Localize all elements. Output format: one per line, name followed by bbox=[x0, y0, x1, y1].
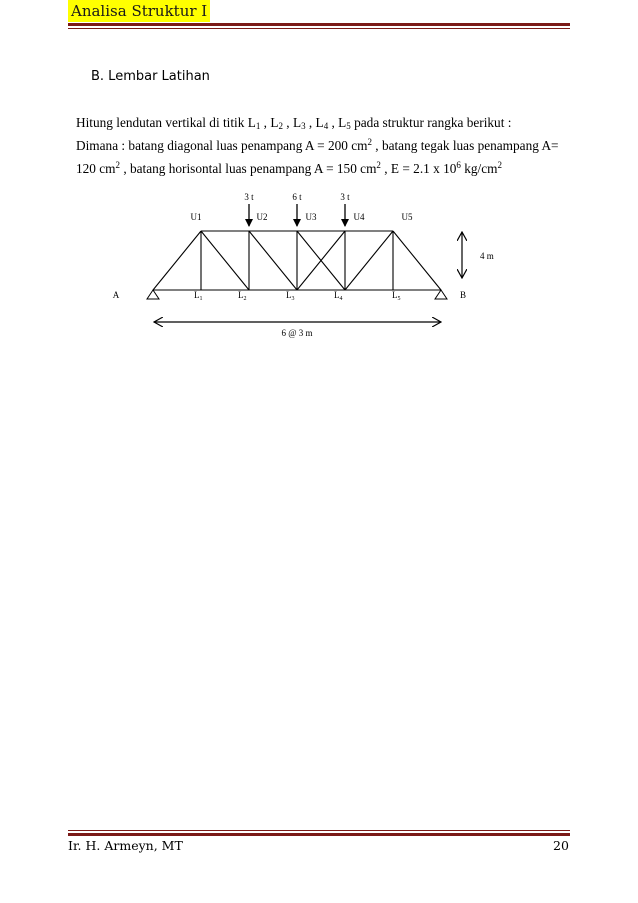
node-label-l2: $L_2$ bbox=[238, 290, 247, 302]
footer-rule-thin bbox=[68, 830, 570, 831]
section-heading: B. Lembar Latihan bbox=[91, 69, 210, 84]
node-label-l3: $L_3$ bbox=[286, 290, 295, 302]
footer-author: Ir. H. Armeyn, MT bbox=[68, 838, 183, 853]
page-number: 20 bbox=[553, 838, 569, 853]
end-diagonal-left bbox=[153, 231, 201, 290]
footer-rule bbox=[68, 833, 570, 836]
node-label-u5: U5 bbox=[401, 212, 413, 222]
problem-line-2: Dimana : batang diagonal luas penampang A = 200 $cm^2$ , batang tegak luas penampang A= bbox=[76, 137, 559, 153]
span-dimension-label: 6 @ 3 m bbox=[281, 328, 313, 338]
truss-members bbox=[153, 231, 441, 290]
diagonal-member bbox=[345, 231, 393, 290]
node-label-u1: U1 bbox=[190, 212, 202, 222]
problem-line-3: 120 $cm^2$ , batang horisontal luas penampang A = 150 $cm^2$ , E = 2.1 x $10^6$ $kg/cm^2$ bbox=[76, 160, 502, 176]
diagonal-member bbox=[249, 231, 297, 290]
node-label-l1: $L_1$ bbox=[194, 290, 203, 302]
height-dimension-label: 4 m bbox=[480, 251, 494, 261]
pin-support-icon bbox=[147, 290, 159, 299]
node-label-a: A bbox=[112, 290, 120, 300]
node-label-u2: U2 bbox=[256, 212, 268, 222]
node-label-l5: $L_5$ bbox=[392, 290, 401, 302]
load-label: 3 t bbox=[340, 192, 350, 202]
load-label: 3 t bbox=[244, 192, 254, 202]
node-label-u3: U3 bbox=[305, 212, 317, 222]
pin-support-icon bbox=[435, 290, 447, 299]
node-label-u4: U4 bbox=[353, 212, 365, 222]
load-label: 6 t bbox=[292, 192, 302, 202]
node-label-b: B bbox=[459, 290, 467, 300]
node-label-l4: $L_4$ bbox=[334, 290, 343, 302]
problem-line-1: Hitung lendutan vertikal di titik $L_1$ , $L_2$ , $L_3$ , $L_4$ , $L_5$ pada struktur rangka berikut : bbox=[76, 115, 512, 131]
end-diagonal-right bbox=[393, 231, 441, 290]
running-header-title: Analisa Struktur I bbox=[68, 0, 210, 22]
diagonal-member bbox=[201, 231, 249, 290]
